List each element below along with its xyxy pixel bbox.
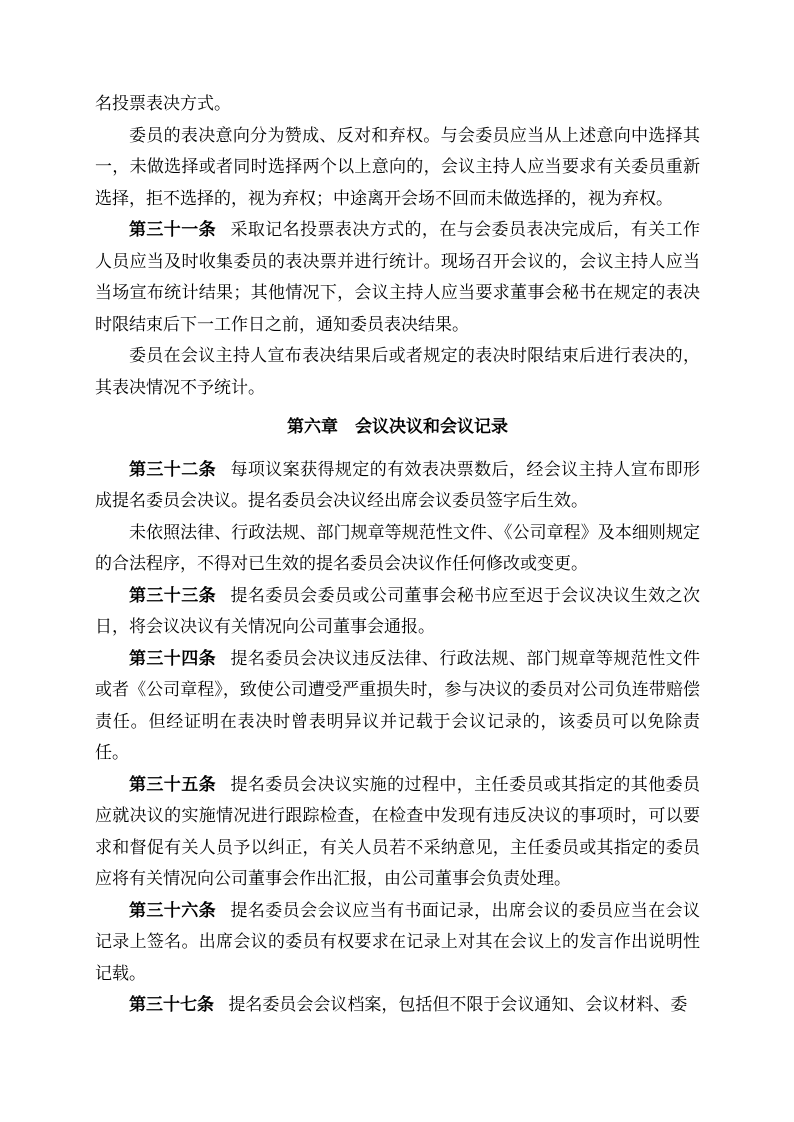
article-number: 第三十七条 (129, 995, 214, 1014)
article-paragraph (95, 454, 700, 517)
article-paragraph (95, 895, 700, 990)
article-number: 第三十三条 (129, 585, 217, 605)
article-paragraph (95, 643, 700, 769)
article-text: 提名委员会决议实施的过程中，主任委员或其指定的其他委员应就决议的实施情况进行跟踪检查，在检查中发现有违反决议的事项时，可以要求和督促有关人员予以纠正，有关人员若不采纳意见，主任委员或其指定的委员应将有关情况向公司董事会作出汇报，由公司董事会负责处理。 (95, 774, 701, 888)
article-paragraph (95, 214, 700, 340)
article-number: 第三十四条 (129, 648, 217, 668)
article-text: 提名委员会会议档案，包括但不限于会议通知、会议材料、委 (228, 995, 688, 1014)
body-paragraph: 委员的表决意向分为赞成、反对和弃权。与会委员应当从上述意向中选择其一，未做选择或者同时选择两个以上意向的，会议主持人应当要求有关委员重新选择，拒不选择的，视为弃权；中途离开会场不回而未做选择的，视为弃权。 (95, 125, 700, 208)
article-text: 每项议案获得规定的有效表决票数后，经会议主持人宣布即形成提名委员会决议。提名委员会决议经出席会议委员签字后生效。 (95, 459, 701, 510)
article-text: 提名委员会决议违反法律、行政法规、部门规章等规范性文件或者《公司章程》，致使公司遭受严重损失时，参与决议的委员对公司负连带赔偿责任。但经证明在表决时曾表明异议并记载于会议记录的，该委员可以免除责任。 (95, 648, 701, 762)
article-number: 第三十一条 (129, 220, 217, 239)
body-paragraph: 名投票表决方式。 (95, 94, 231, 113)
article-text: 提名委员会委员或公司董事会秘书应至迟于会议决议生效之次日，将会议决议有关情况向公司董事会通报。 (95, 585, 701, 636)
chapter-heading: 第六章 会议决议和会议记录 (287, 417, 508, 436)
article-paragraph (95, 580, 700, 643)
article-number: 第三十五条 (129, 774, 217, 794)
body-paragraph: 委员在会议主持人宣布表决结果后或者规定的表决时限结束后进行表决的，其表决情况不予统计。 (95, 346, 700, 397)
article-text: 采取记名投票表决方式的，在与会委员表决完成后，有关工作人员应当及时收集委员的表决票并进行统计。现场召开会议的，会议主持人应当当场宣布统计结果；其他情况下，会议主持人应当要求董事会秘书在规定的表决时限结束后下一工作日之前，通知委员表决结果。 (95, 220, 701, 334)
body-paragraph: 未依照法律、行政法规、部门规章等规范性文件、《公司章程》及本细则规定的合法程序，不得对已生效的提名委员会决议作任何修改或变更。 (95, 522, 700, 573)
article-number: 第三十六条 (129, 900, 217, 920)
article-paragraph (95, 769, 700, 895)
article-paragraph (95, 989, 700, 1021)
article-number: 第三十二条 (129, 459, 217, 479)
article-text: 提名委员会会议应当有书面记录，出席会议的委员应当在会议记录上签名。出席会议的委员有权要求在记录上对其在会议上的发言作出说明性记载。 (95, 900, 701, 983)
